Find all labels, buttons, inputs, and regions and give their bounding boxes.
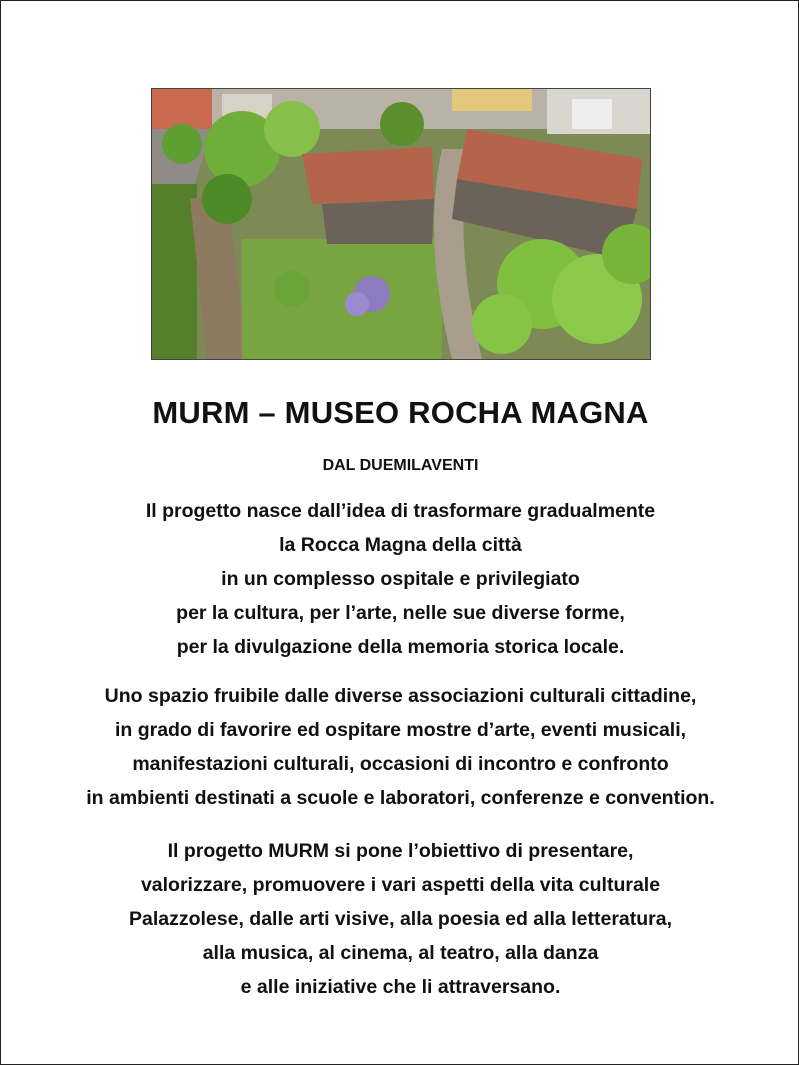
paragraph-line: valorizzare, promuovere i vari aspetti della vita culturale [140, 874, 661, 896]
paragraph-line: alla musica, al cinema, al teatro, alla danza [202, 942, 599, 964]
paragraph-3 [1, 834, 799, 1004]
paragraph-line: la Rocca Magna della città [279, 534, 522, 556]
paragraph-1 [1, 494, 799, 664]
paragraph-line: Il progetto nasce dall’idea di trasformare gradualmente [145, 500, 656, 522]
page-title: MURM – MUSEO ROCHA MAGNA [152, 395, 649, 430]
paragraph-line: Palazzolese, dalle arti visive, alla poesia ed alla letteratura, [128, 908, 673, 930]
paragraph-line: e alle iniziative che li attraversano. [240, 976, 561, 998]
page-subtitle: DAL DUEMILAVENTI [322, 457, 479, 474]
paragraph-line: per la divulgazione della memoria storica locale. [176, 636, 625, 658]
aerial-photo-drawing [152, 89, 650, 359]
paragraph-line: in ambienti destinati a scuole e laboratori, conferenze e convention. [86, 787, 715, 809]
paragraph-line: in grado di favorire ed ospitare mostre d’arte, eventi musicali, [114, 719, 687, 741]
aerial-photo [151, 88, 651, 360]
paragraph-line: manifestazioni culturali, occasioni di incontro e confronto [132, 753, 669, 775]
paragraph-2 [1, 679, 799, 815]
paragraph-line: per la cultura, per l’arte, nelle sue diverse forme, [176, 602, 625, 624]
paragraph-line: in un complesso ospitale e privilegiato [221, 568, 580, 590]
paragraph-line: Uno spazio fruibile dalle diverse associazioni culturali cittadine, [104, 685, 697, 707]
paragraph-line: Il progetto MURM si pone l’obiettivo di presentare, [167, 840, 634, 862]
